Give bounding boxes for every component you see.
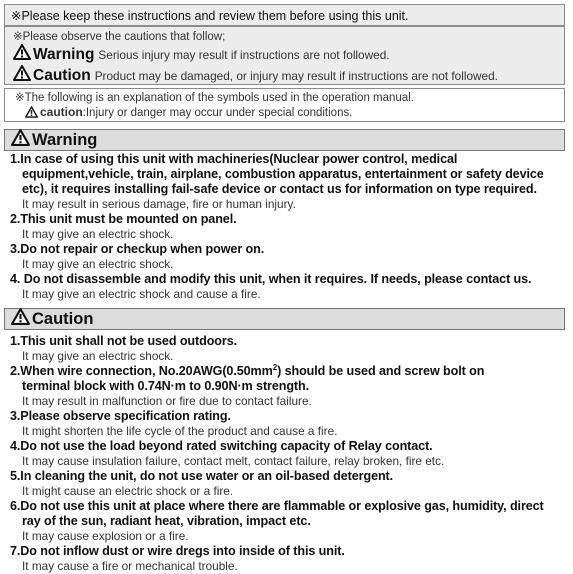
caution-item-5-note: It might cause an electric shock or a fire.	[22, 484, 234, 498]
caution-legend-desc: Product may be damaged, or injury may result if instructions are not followed.	[94, 68, 498, 83]
warning-list	[10, 152, 566, 302]
caution-section-header	[4, 308, 565, 330]
symbols-note-text: ※The following is an explanation of the symbols used in the operation manual.	[15, 92, 414, 104]
caution-legend-row	[13, 65, 564, 86]
caution-list	[10, 334, 566, 574]
caution-item-6-note: It may cause explosion or a fire.	[22, 529, 189, 543]
caution-triangle-icon	[13, 65, 31, 86]
caution-item-2-note: It may result in malfunction or fire due to contact failure.	[22, 394, 312, 408]
warning-item-4-note: It may give an electric shock and cause a fire.	[22, 287, 261, 301]
keep-instructions-box	[4, 4, 565, 26]
caution-section-title: Caution	[32, 309, 94, 328]
warning-legend-desc: Serious injury may result if instructions are not followed.	[98, 47, 390, 62]
symbol-explanation-box	[4, 88, 565, 122]
caution-item-7-title: 7.Do not inflow dust or wire dregs into inside of this unit.	[10, 544, 345, 558]
warning-item-3-note: It may give an electric shock.	[22, 257, 174, 271]
caution-item-4-title: 4.Do not use the load beyond rated switching capacity of Relay contact.	[10, 439, 433, 453]
caution-item-1-note: It may give an electric shock.	[22, 349, 174, 363]
symbol-legend-box	[4, 26, 565, 85]
warning-item-1-title: 1.In case of using this unit with machineries(Nuclear power control, medical equipment,vehicle, train, airplane, combustion apparatus, entertainment or safety device etc), it requires installing fail-safe device or contact us for information on type required.	[10, 152, 544, 196]
warning-section-header	[4, 129, 565, 151]
warning-header-icon	[11, 129, 30, 151]
warning-section-title: Warning	[32, 130, 98, 149]
warning-triangle-icon	[13, 44, 31, 65]
caution-item-1-title: 1.This unit shall not be used outdoors.	[10, 334, 237, 348]
warning-item-1-note: It may result in serious damage, fire or human injury.	[22, 197, 296, 211]
keep-instructions-text: ※Please keep these instructions and review them before using this unit.	[11, 9, 409, 23]
caution-small-desc: :Injury or danger may occur under special conditions.	[82, 107, 353, 119]
warning-item-2-title: 2.This unit must be mounted on panel.	[10, 212, 237, 226]
warning-item-4-title: 4. Do not disassemble and modify this unit, when it requires. If needs, please contact us.	[10, 272, 532, 286]
small-caution-triangle-icon	[25, 106, 38, 122]
observe-cautions-text: ※Please observe the cautions that follow;	[13, 31, 226, 43]
caution-item-5-title: 5.In cleaning the unit, do not use water or an oil-based detergent.	[10, 469, 394, 483]
caution-item-3-note: It might shorten the life cycle of the product and cause a fire.	[22, 424, 338, 438]
caution-item-3-title: 3.Please observe specification rating.	[10, 409, 231, 423]
warning-legend-row	[13, 44, 564, 65]
caution-item-7-note: It may cause a fire or mechanical trouble.	[22, 559, 238, 573]
caution-header-icon	[11, 308, 30, 330]
caution-item-2-title: 2.When wire connection, $No.20AWG(0.50mm^2)$ should be used and screw bolt on terminal block with 0.74N·m to 0.90N·m strength.	[10, 362, 485, 393]
warning-item-3-title: 3.Do not repair or checkup when power on.	[10, 242, 265, 256]
caution-small-word: caution	[40, 105, 83, 119]
caution-word: Caution	[33, 66, 91, 84]
warning-item-2-note: It may give an electric shock.	[22, 227, 174, 241]
caution-item-4-note: It may cause insulation failure, contact melt, contact failure, relay broken, fire etc.	[22, 454, 445, 468]
warning-word: Warning	[33, 45, 95, 63]
caution-item-6-title: 6.Do not use this unit at place where there are flammable or explosive gas, humidity, direct ray of the sun, radiant heat, vibration, impact etc.	[10, 499, 544, 528]
caution-symbol-row	[15, 105, 564, 122]
